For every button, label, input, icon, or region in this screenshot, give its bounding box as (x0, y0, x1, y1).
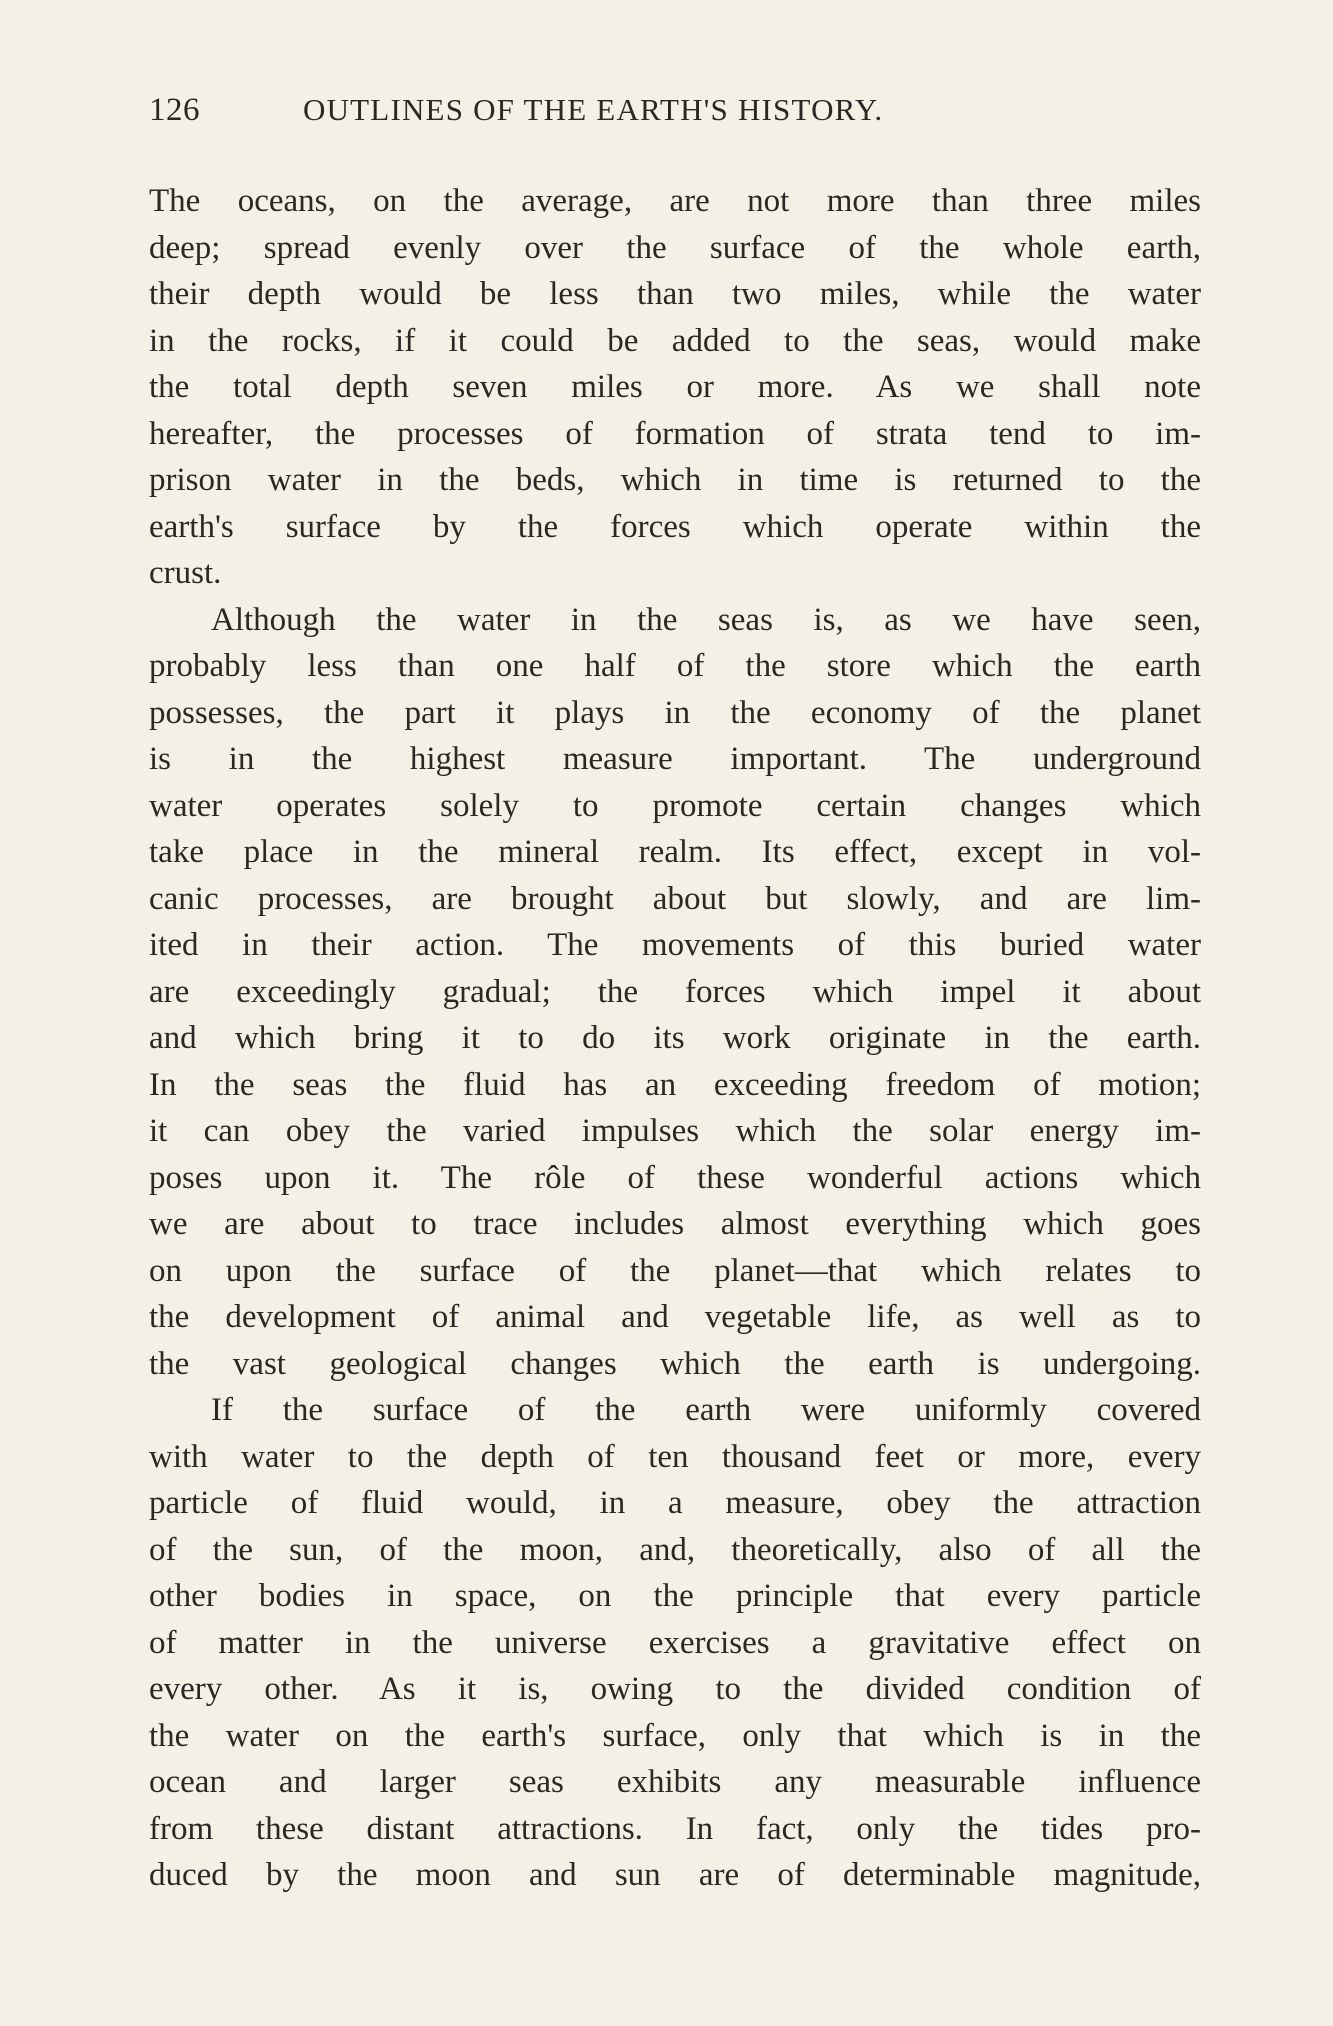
text-line: every other. As it is, owing to the divided condition of (149, 1671, 1201, 1707)
text-line: earth's surface by the forces which operate within the (149, 508, 1201, 545)
page-number: 126 (149, 92, 200, 128)
text-line: probably less than one half of the store which the earth (149, 648, 1201, 684)
text-line: particle of fluid would, in a measure, obey the attraction (149, 1485, 1201, 1521)
text-line: The oceans, on the average, are not more than three miles (149, 183, 1201, 219)
text-line: possesses, the part it plays in the economy of the planet (149, 694, 1201, 731)
text-line: In the seas the fluid has an exceeding freedom of motion; (149, 1066, 1201, 1103)
text-line: the water on the earth's surface, only that which is in the (149, 1717, 1201, 1754)
text-line: the development of animal and vegetable life, as well as to (149, 1299, 1201, 1335)
text-line: crust. (149, 555, 222, 591)
text-line: it can obey the varied impulses which the solar energy im- (149, 1113, 1201, 1149)
text-line: the vast geological changes which the earth is undergoing. (149, 1345, 1201, 1382)
text-line: ited in their action. The movements of this buried water (149, 927, 1201, 963)
paragraph (149, 1387, 1201, 1899)
text-line: of matter in the universe exercises a gravitative effect on (149, 1624, 1201, 1661)
page-header (149, 92, 1201, 136)
text-line: ocean and larger seas exhibits any measurable influence (149, 1764, 1201, 1800)
text-line: hereafter, the processes of formation of strata tend to im- (149, 415, 1201, 452)
text-line: from these distant attractions. In fact, only the tides pro- (149, 1810, 1201, 1847)
text-line: deep; spread evenly over the surface of the whole earth, (149, 229, 1201, 266)
text-line: and which bring it to do its work originate in the earth. (149, 1020, 1201, 1056)
text-line: on upon the surface of the planet—that which relates to (149, 1252, 1201, 1289)
text-line: their depth would be less than two miles, while the water (149, 276, 1201, 312)
text-line: Although the water in the seas is, as we have seen, (211, 601, 1201, 638)
body-text (149, 178, 1201, 1899)
text-line: water operates solely to promote certain changes which (149, 787, 1201, 824)
text-line: If the surface of the earth were uniformly covered (211, 1392, 1201, 1428)
text-line: prison water in the beds, which in time is returned to the (149, 462, 1201, 498)
text-line: poses upon it. The rôle of these wonderful actions which (149, 1159, 1201, 1196)
text-line: with water to the depth of ten thousand feet or more, every (149, 1438, 1201, 1475)
text-line: the total depth seven miles or more. As we shall note (149, 369, 1201, 405)
paragraph (149, 178, 1201, 597)
text-line: of the sun, of the moon, and, theoretically, also of all the (149, 1531, 1201, 1568)
text-line: are exceedingly gradual; the forces which impel it about (149, 973, 1201, 1010)
text-line: canic processes, are brought about but slowly, and are lim- (149, 880, 1201, 917)
text-line: in the rocks, if it could be added to the seas, would make (149, 322, 1201, 359)
paragraph (149, 597, 1201, 1388)
text-line: duced by the moon and sun are of determinable magnitude, (149, 1857, 1201, 1893)
running-title: OUTLINES OF THE EARTH'S HISTORY. (303, 92, 884, 127)
text-line: other bodies in space, on the principle that every particle (149, 1578, 1201, 1614)
text-line: is in the highest measure important. The underground (149, 741, 1201, 777)
text-line: we are about to trace includes almost everything which goes (149, 1206, 1201, 1242)
text-line: take place in the mineral realm. Its effect, except in vol- (149, 834, 1201, 870)
